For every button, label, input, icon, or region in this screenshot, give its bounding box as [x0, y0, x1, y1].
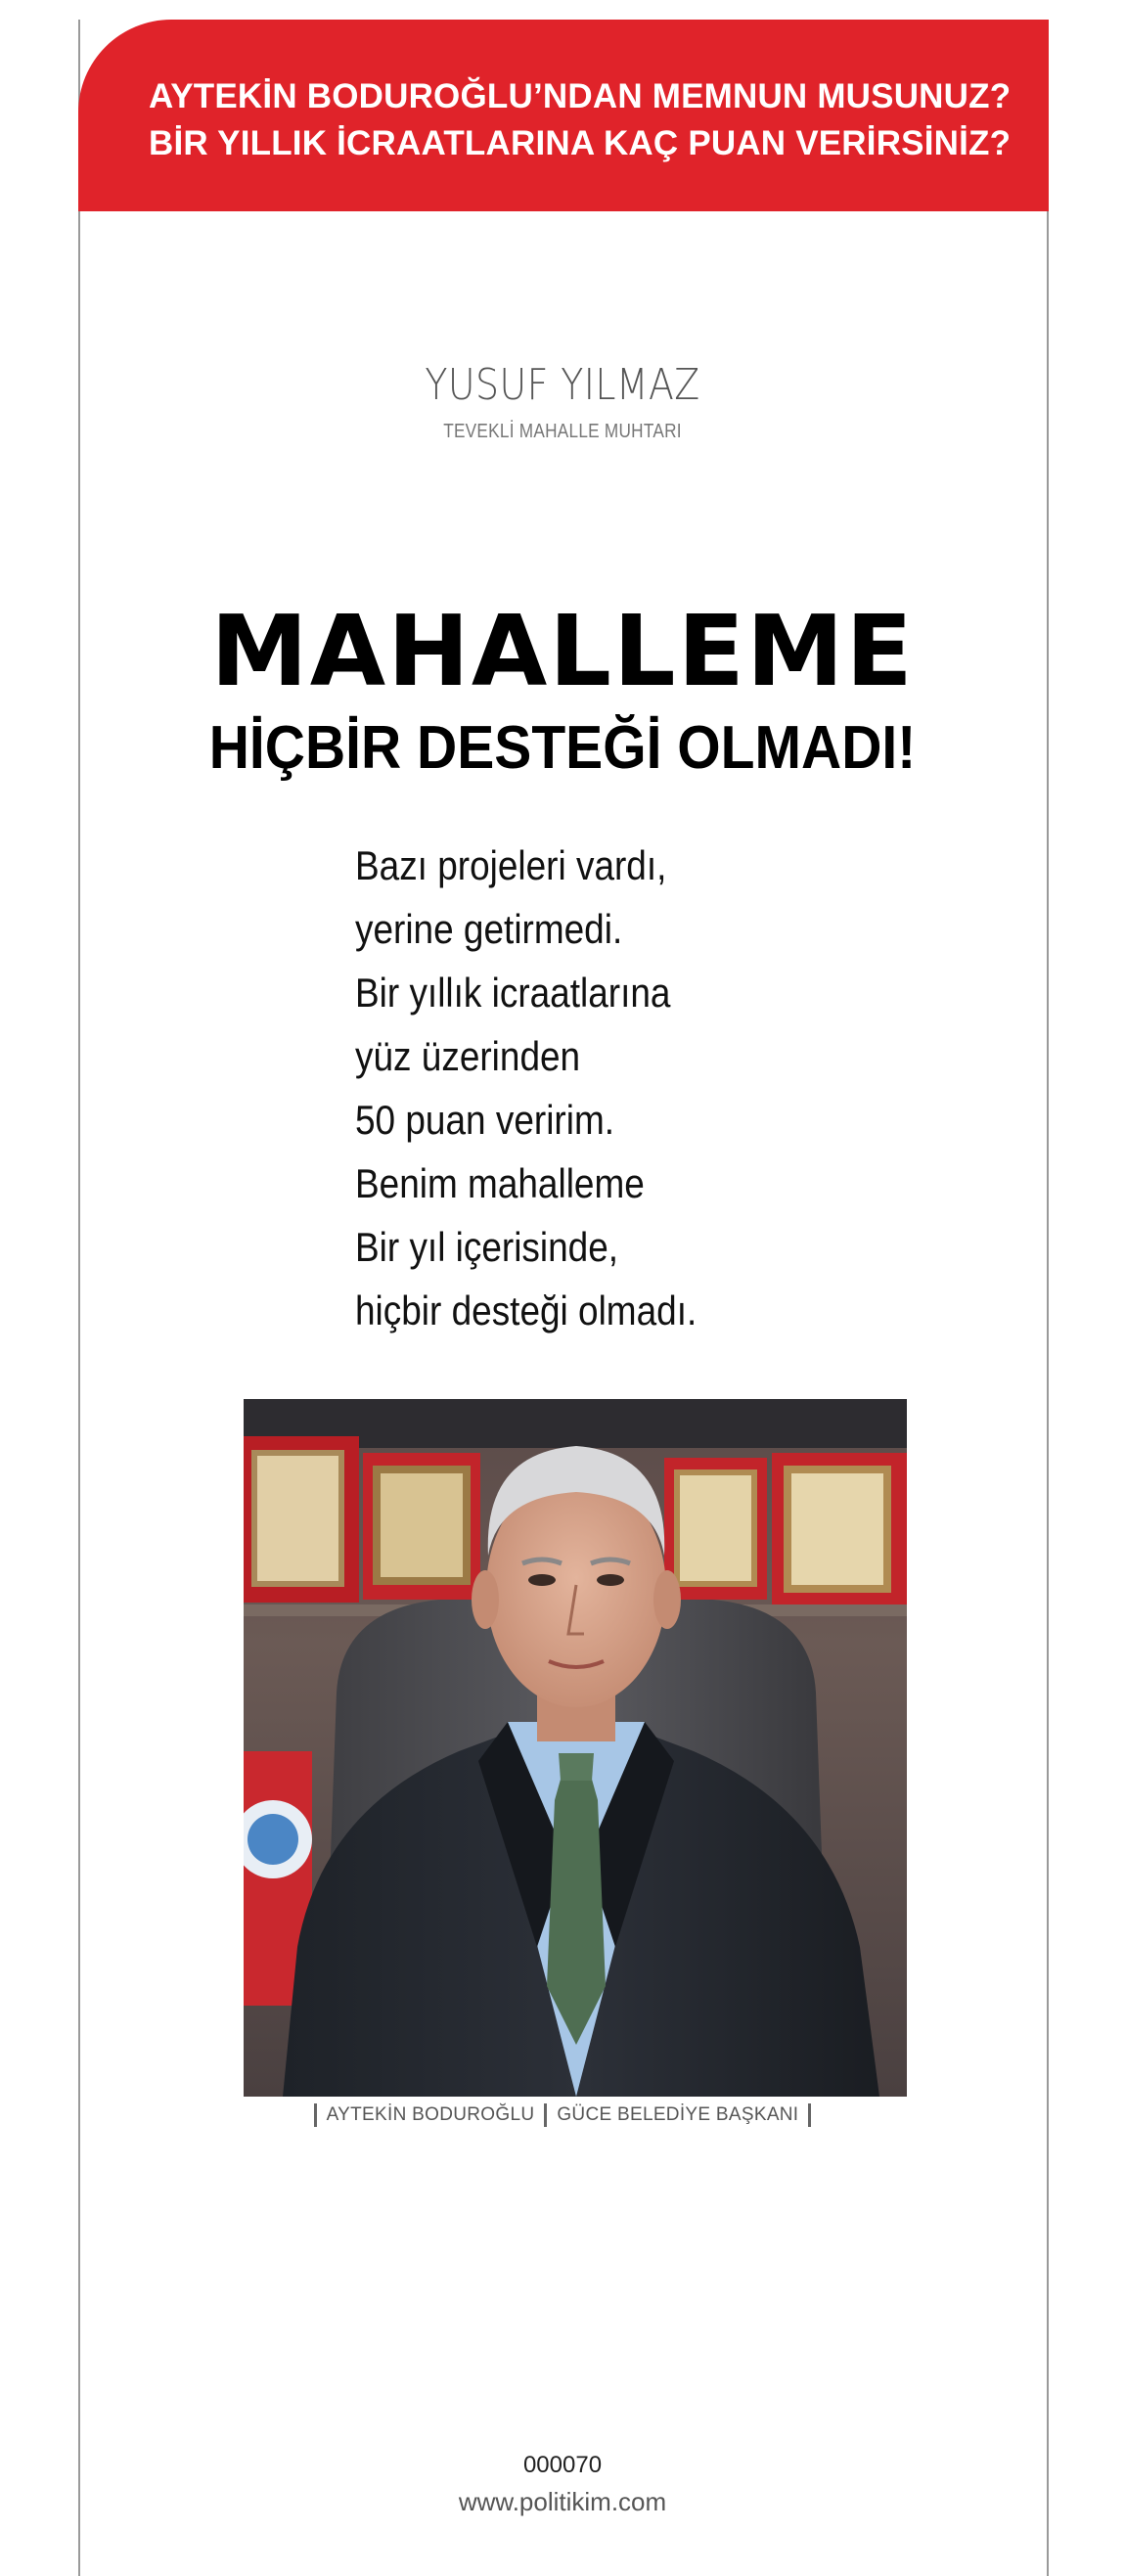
- quote-line: hiçbir desteği olmadı.: [355, 1288, 698, 1333]
- quote-line: 50 puan veririm.: [355, 1097, 615, 1143]
- quote-text: [355, 834, 872, 1342]
- mayor-portrait-photo: [244, 1399, 907, 2097]
- website-link[interactable]: www.politikim.com: [458, 2487, 667, 2516]
- quote-line: Benim mahalleme: [355, 1160, 645, 1206]
- banner-line-1: AYTEKİN BODUROĞLU’NDAN MEMNUN MUSUNUZ?: [149, 77, 1012, 115]
- caption-role: GÜCE BELEDİYE BAŞKANI: [557, 2104, 799, 2126]
- caption-name: AYTEKİN BODUROĞLU: [326, 2104, 535, 2126]
- caption-divider: [808, 2103, 811, 2127]
- banner-line-2: BİR YILLIK İCRAATLARINA KAÇ PUAN VERİRSİNİZ?: [149, 124, 1012, 162]
- photo-caption: [0, 2103, 1125, 2127]
- caption-divider: [314, 2103, 317, 2127]
- caption-divider: [544, 2103, 547, 2127]
- page-code: 000070: [522, 2452, 603, 2478]
- interviewee-title: TEVEKLİ MAHALLE MUHTARI: [443, 421, 682, 442]
- quote-line: yerine getirmedi.: [355, 906, 623, 952]
- interviewee-name: YUSUF YILMAZ: [425, 360, 700, 410]
- subheadline: HİÇBİR DESTEĞİ OLMADI!: [208, 714, 917, 782]
- header-banner: [78, 20, 1049, 211]
- quote-line: Bir yıl içerisinde,: [355, 1224, 619, 1270]
- quote-line: Bazı projeleri vardı,: [355, 842, 667, 888]
- quote-line: yüz üzerinden: [355, 1033, 581, 1079]
- headline: MAHALLEME: [210, 594, 915, 708]
- quote-line: Bir yıllık icraatlarına: [355, 970, 671, 1016]
